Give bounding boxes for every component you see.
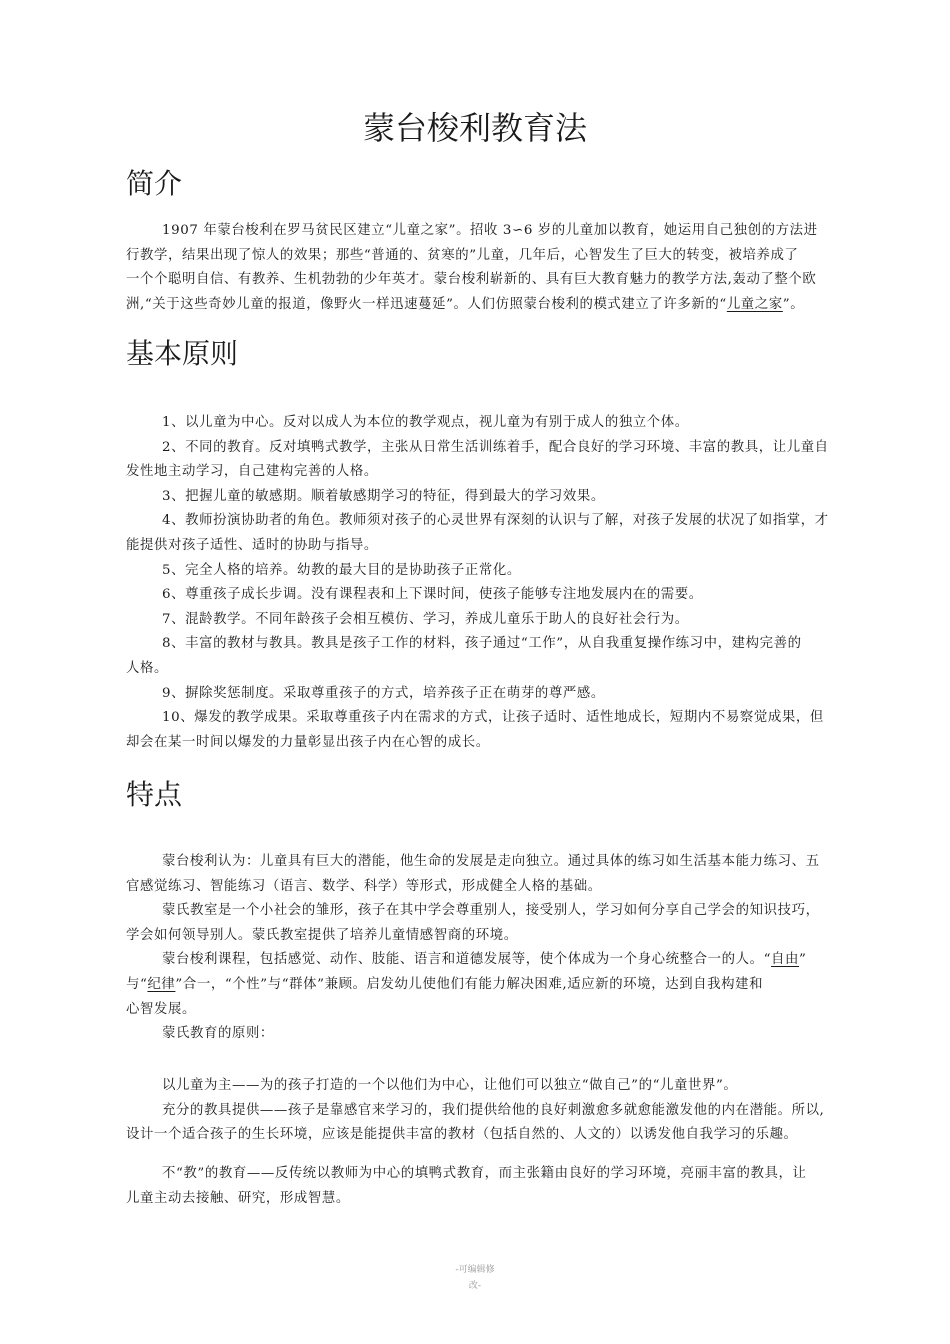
intro-text: 洲,“关于这些奇妙儿童的报道，像野火一样迅速蔓延”。人们仿照蒙台梭利的模式建立了许多新的“ [126, 296, 727, 312]
intro-line: 1907 年蒙台梭利在罗马贫民区建立“儿童之家”。招收 3∽6 岁的儿童加以教育，她运用自己独创的方法进 [162, 223, 818, 238]
features-paragraph-1 [126, 850, 872, 1047]
features-text: ” [799, 952, 807, 968]
principle-item-continued: 却会在某一时间以爆发的力量彰显出孩子内在心智的成长。 [126, 734, 490, 750]
intro-line: 一个个聪明自信、有教养、生机勃勃的少年英才。蒙台梭利崭新的、具有巨大教育魅力的教学方法,轰动了整个欧 [126, 272, 817, 288]
features-line [126, 973, 872, 998]
features-line [126, 948, 872, 973]
principle-item: 5、完全人格的培养。幼教的最大目的是协助孩子正常化。 [162, 562, 521, 578]
principle-item-continued: 发性地主动学习，自己建构完善的人格。 [126, 464, 378, 480]
principles-heading: 基本原则 [126, 337, 239, 370]
intro-heading: 简介 [126, 167, 183, 200]
features-text: ”合一，“个性”与“群体”兼顾。启发幼儿使他们有能力解决困难,适应新的环境，达到自我构建和 [175, 976, 764, 992]
document-title: 蒙台梭利教育法 [362, 109, 587, 147]
principle-item: 6、尊重孩子成长步调。没有课程表和上下课时间，使孩子能够专注地发展内在的需要。 [162, 587, 703, 603]
features-line: 官感觉练习、智能练习（语言、数学、科学）等形式，形成健全人格的基础。 [126, 878, 602, 894]
principle-item: 7、混龄教学。不同年龄孩子会相互模仿、学习，养成儿童乐于助人的良好社会行为。 [162, 611, 689, 627]
principle-item: 4、教师扮演协助者的角色。教师须对孩子的心灵世界有深刻的认识与了解，对孩子发展的状况了如指掌，才 [162, 513, 829, 529]
freedom-link[interactable]: 自由 [771, 952, 800, 968]
features-line: 心智发展。 [126, 1001, 196, 1017]
intro-line [126, 293, 872, 318]
page-footer [0, 1262, 950, 1294]
principle-item: 3、把握儿童的敏感期。顺着敏感期学习的特征，得到最大的学习效果。 [162, 488, 605, 504]
principle-item: 9、摒除奖惩制度。采取尊重孩子的方式，培养孩子正在萌芽的尊严感。 [162, 685, 605, 701]
intro-text: ”。 [782, 296, 805, 312]
features-paragraph-3 [126, 1162, 872, 1211]
features-line: 以儿童为主——为的孩子打造的一个以他们为中心，让他们可以独立“做自己”的“儿童世界”。 [162, 1078, 738, 1093]
footer-line: 改- [468, 1281, 482, 1291]
features-text: 与“ [126, 976, 148, 992]
principle-item: 10、爆发的教学成果。采取尊重孩子内在需求的方式，让孩子适时、适性地成长，短期内不易察觉成果，但 [162, 710, 824, 726]
features-line: 充分的教具提供——孩子是靠感官来学习的，我们提供给他的良好刺激愈多就愈能激发他的内在潜能。所以, [162, 1102, 825, 1118]
features-paragraph-2 [126, 1074, 872, 1148]
principle-item-continued: 能提供对孩子适性、适时的协助与指导。 [126, 537, 378, 553]
features-line: 不“教”的教育——反传统以教师为中心的填鸭式教育，而主张籍由良好的学习环境，亮丽丰富的教具，让 [162, 1166, 807, 1181]
features-line: 蒙台梭利认为：儿童具有巨大的潜能，他生命的发展是走向独立。通过具体的练习如生活基本能力练习、五 [162, 854, 820, 869]
intro-paragraph [126, 219, 872, 317]
principles-list [126, 411, 872, 755]
features-line: 儿童主动去接触、研究，形成智慧。 [126, 1190, 350, 1206]
children-house-link[interactable]: 儿童之家 [726, 296, 783, 312]
principle-item: 8、丰富的教材与教具。教具是孩子工作的材料，孩子通过“工作”，从自我重复操作练习中，建构完善的 [162, 636, 802, 652]
features-line: 学会如何领导别人。蒙氏教室提供了培养儿童情感智商的环境。 [126, 927, 518, 943]
features-text: 蒙台梭利课程，包括感觉、动作、肢能、语言和道德发展等，使个体成为一个身心统整合一的人。“ [162, 952, 772, 968]
features-line: 设计一个适合孩子的生长环境，应该是能提供丰富的教材（包括自然的、人文的）以诱发他自我学习的乐趣。 [126, 1127, 798, 1143]
features-line: 蒙氏教室是一个小社会的雏形，孩子在其中学会尊重别人，接受别人，学习如何分享自己学会的知识技巧， [162, 903, 820, 919]
principle-item: 2、不同的教育。反对填鸭式教学，主张从日常生活训练着手，配合良好的学习环境、丰富的教具，让儿童自 [162, 439, 829, 455]
principle-item: 1、以儿童为中心。反对以成人为本位的教学观点，视儿童为有别于成人的独立个体。 [162, 415, 689, 430]
principle-item-continued: 人格。 [126, 660, 168, 676]
discipline-link[interactable]: 纪律 [147, 976, 176, 992]
features-line: 蒙氏教育的原则： [162, 1026, 274, 1042]
footer-line: -可编辑修 [455, 1265, 495, 1275]
intro-line: 行教学，结果出现了惊人的效果；那些“普通的、贫寒的”儿童，几年后，心智发生了巨大的转变，被培养成了 [126, 247, 799, 263]
features-heading: 特点 [126, 778, 183, 811]
